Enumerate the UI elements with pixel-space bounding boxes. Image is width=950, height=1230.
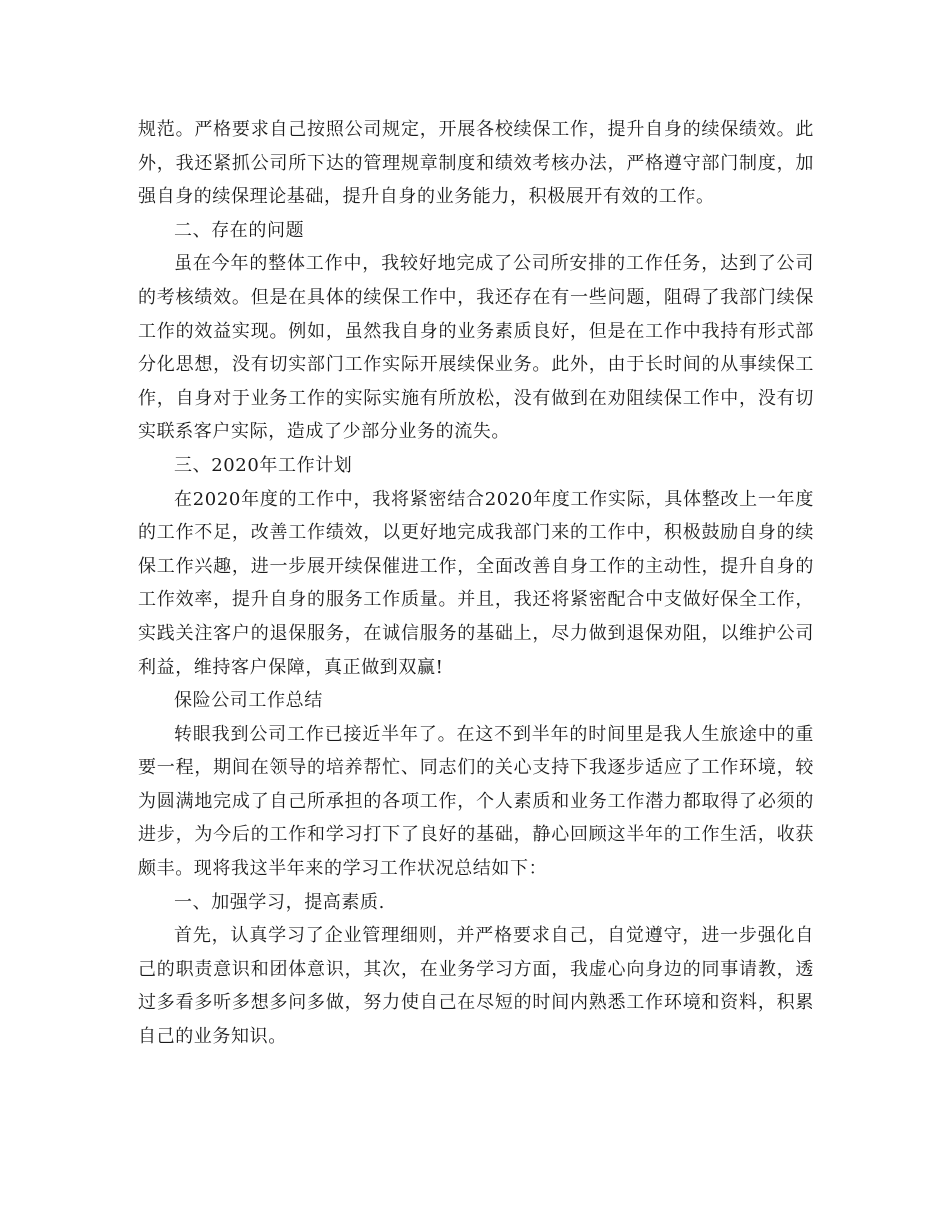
paragraph-learning: 首先，认真学习了企业管理细则，并严格要求自己，自觉遵守，进一步强化自己的职责意识和团体意识，其次，在业务学习方面，我虚心向身边的同事请教，透过多看多听多想多问多做，努力使自己在尽短的时间内熟悉工作环境和资料，积累自己的业务知识。 [138, 925, 814, 1048]
paragraph-summary-intro: 转眼我到公司工作已接近半年了。在这不到半年的时间里是我人生旅途中的重要一程，期间在领导的培养帮忙、同志们的关心支持下我逐步适应了工作环境，较为圆满地完成了自己所承担的各项工作，个人素质和业务工作潜力都取得了必须的进步，为今后的工作和学习打下了良好的基础，静心回顾这半年的工作生活，收获颇丰。现将我这半年来的学习工作状况总结如下： [138, 723, 814, 880]
heading-work-plan: 三、2020年工作计划 [174, 454, 353, 476]
heading-strengthen-learning: 一、加强学习，提高素质. [174, 891, 385, 913]
heading-summary-title: 保险公司工作总结 [174, 690, 323, 712]
paragraph-work-plan: 在2020年度的工作中，我将紧密结合2020年度工作实际，具体整改上一年度的工作不足，改善工作绩效，以更好地完成我部门来的工作中，积极鼓励自身的续保工作兴趣，进一步展开续保催进工作，全面改善自身工作的主动性，提升自身的工作效率，提升自身的服务工作质量。并且，我还将紧密配合中支做好保全工作，实践关注客户的退保服务，在诚信服务的基础上，尽力做到退保劝阻，以维护公司利益，维持客户保障，真正做到双赢! [138, 488, 814, 678]
heading-existing-problems: 二、存在的问题 [174, 219, 305, 241]
paragraph-renewal-norms: 规范。严格要求自己按照公司规定，开展各校续保工作，提升自身的续保绩效。此外，我还紧抓公司所下达的管理规章制度和绩效考核办法，严格遵守部门制度，加强自身的续保理论基础，提升自身的业务能力，积极展开有效的工作。 [138, 119, 814, 208]
paragraph-problems: 虽在今年的整体工作中，我较好地完成了公司所安排的工作任务，达到了公司的考核绩效。但是在具体的续保工作中，我还存在有一些问题，阻碍了我部门续保工作的效益实现。例如，虽然我自身的业务素质良好，但是在工作中我持有形式部分化思想，没有切实部门工作实际开展续保业务。此外，由于长时间的从事续保工作，自身对于业务工作的实际实施有所放松，没有做到在劝阻续保工作中，没有切实联系客户实际，造成了少部分业务的流失。 [138, 253, 814, 443]
document-body [138, 113, 814, 1054]
